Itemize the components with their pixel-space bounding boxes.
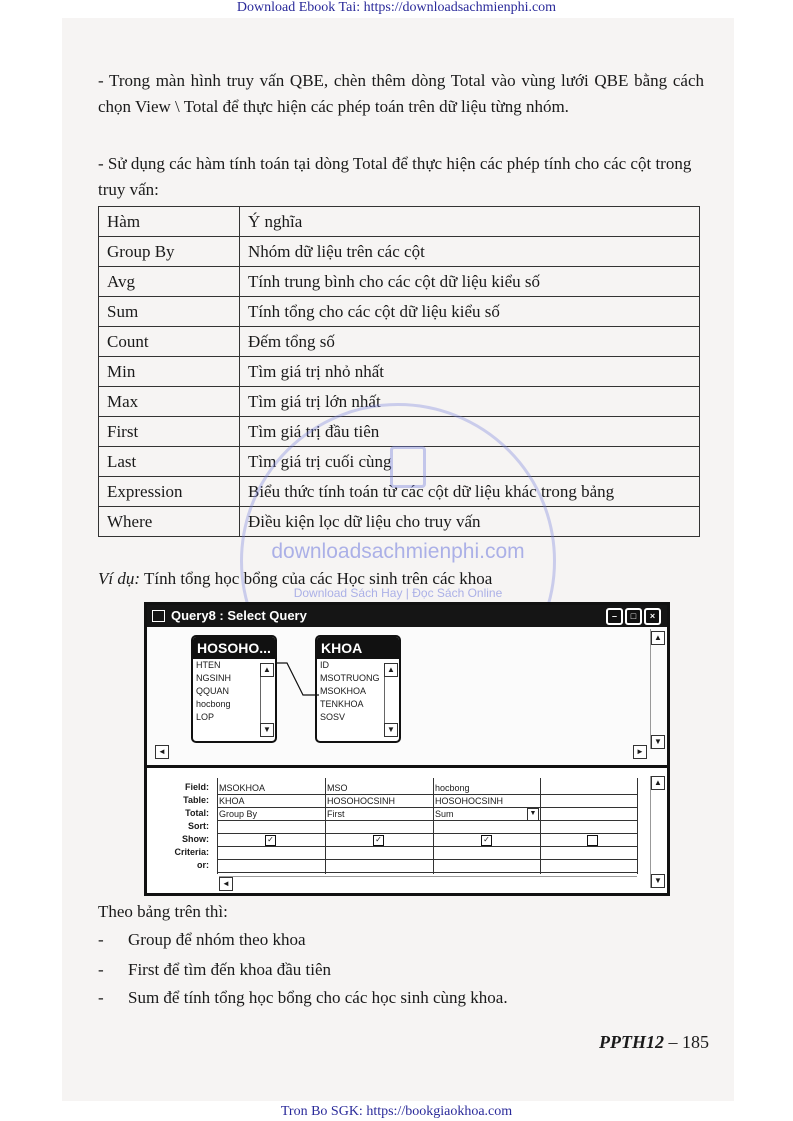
table-header-cell: Hàm [99,207,240,237]
query-title: Query8 : Select Query [171,608,307,623]
intro-paragraph-1: - Trong màn hình truy vấn QBE, chèn thêm dòng Total vào vùng lưới QBE bằng cách chọn View \ Total để thực hiện các phép toán trên dữ liệu từng nhóm. [98,71,704,116]
function-meaning: Tìm giá trị lớn nhất [240,387,700,417]
grid-divider [637,778,638,874]
show-checkbox-checked[interactable]: ✓ [373,835,384,846]
function-name: Count [99,327,240,357]
row-label-total: Total: [185,808,209,818]
table-row [99,237,700,267]
scroll-up-icon[interactable]: ▲ [260,663,274,677]
function-meaning: Tính tổng cho các cột dữ liệu kiểu số [240,297,700,327]
header-link[interactable]: Download Ebook Tai: https://downloadsachmienphi.com [236,0,557,15]
field-cell[interactable]: MSO [325,782,433,795]
show-checkbox-unchecked[interactable] [587,835,598,846]
function-meaning: Điều kiện lọc dữ liệu cho truy vấn [240,507,700,537]
or-row[interactable] [217,860,637,873]
function-name: Last [99,447,240,477]
scroll-up-icon[interactable]: ▲ [651,776,665,790]
function-name: Min [99,357,240,387]
show-row [217,834,637,847]
table-cell[interactable]: HOSOHOCSINH [433,795,540,808]
function-name: Group By [99,237,240,267]
function-name: First [99,417,240,447]
table-header-cell: Ý nghĩa [240,207,700,237]
page-number: 185 [682,1032,709,1052]
total-cell[interactable]: First [325,808,433,821]
page-footer [599,1032,709,1053]
total-cell[interactable]: Sum [433,808,540,821]
table-box-khoa[interactable] [315,635,401,743]
field-cell[interactable] [540,782,637,795]
upper-vertical-scrollbar[interactable] [650,629,665,749]
row-label-sort: Sort: [188,821,209,831]
function-name: Max [99,387,240,417]
table-box-hosohocsinh[interactable] [191,635,277,743]
table-scrollbar[interactable] [384,663,397,737]
sort-row[interactable] [217,821,637,834]
table-field[interactable]: HTEN [196,660,221,670]
table-field[interactable]: NGSINH [196,673,232,683]
function-meaning: Biểu thức tính toán từ các cột dữ liệu khác trong bảng [240,477,700,507]
function-name: Expression [99,477,240,507]
table-field[interactable]: QQUAN [196,686,230,696]
row-label-criteria: Criteria: [174,847,209,857]
book-code: PPTH12 [599,1032,664,1052]
scroll-down-icon[interactable]: ▼ [651,735,665,749]
scroll-left-icon[interactable]: ◄ [219,877,233,891]
scroll-down-icon[interactable]: ▼ [651,874,665,888]
row-label-table: Table: [183,795,209,805]
list-item-text: First để tìm đến khoa đầu tiên [128,960,332,979]
table-field[interactable]: MSOTRUONG [320,673,380,683]
function-name: Avg [99,267,240,297]
field-cell[interactable]: hocbong [433,782,540,795]
scroll-down-icon[interactable]: ▼ [384,723,398,737]
scroll-left-icon[interactable]: ◄ [155,745,169,759]
list-item-text: Sum để tính tổng học bổng cho các học sinh cùng khoa. [128,988,508,1007]
query-title-bar[interactable] [147,605,667,627]
table-scrollbar[interactable] [260,663,273,737]
row-label-show: Show: [182,834,209,844]
example-line [98,569,492,589]
table-row [99,417,700,447]
chevron-down-icon[interactable]: ▼ [527,808,539,821]
table-row [99,327,700,357]
watermark-text: downloadsachmienphi.com [271,540,525,563]
function-name: Sum [99,297,240,327]
row-label-field: Field: [185,782,209,792]
explanation-title: Theo bảng trên thì: [98,902,228,921]
intro-paragraph-2: - Sử dụng các hàm tính toán tại dòng Total để thực hiện các phép tính cho các cột trong truy vấn: [98,154,692,199]
table-cell[interactable]: HOSOHOCSINH [325,795,433,808]
minimize-icon[interactable]: – [606,608,623,625]
list-item: - Group để nhóm theo khoa [98,930,306,949]
close-icon[interactable]: × [644,608,661,625]
function-meaning: Tìm giá trị đầu tiên [240,417,700,447]
list-item-text: Group để nhóm theo khoa [128,930,306,949]
function-meaning: Đếm tổng số [240,327,700,357]
function-name: Where [99,507,240,537]
maximize-icon[interactable]: □ [625,608,642,625]
total-cell[interactable]: Group By [217,808,325,821]
show-checkbox-checked[interactable]: ✓ [481,835,492,846]
table-field[interactable]: ID [320,660,329,670]
table-cell[interactable]: KHOA [217,795,325,808]
watermark-book-icon [390,446,426,488]
table-header-row [99,207,700,237]
table-field[interactable]: TENKHOA [320,699,364,709]
grid-horizontal-scrollbar[interactable] [219,876,637,889]
table-row [99,507,700,537]
function-meaning: Nhóm dữ liệu trên các cột [240,237,700,267]
table-row [99,357,700,387]
table-design-area [147,627,667,765]
function-meaning: Tìm giá trị cuối cùng [240,447,700,477]
list-item: - First để tìm đến khoa đầu tiên [98,960,332,979]
footer-separator: – [664,1032,682,1052]
scroll-right-icon[interactable]: ► [633,745,647,759]
qbe-grid [147,768,667,890]
table-box-title: HOSOHO... [193,637,275,659]
table-row [99,297,700,327]
criteria-row[interactable] [217,847,637,860]
total-cell[interactable] [540,808,637,821]
function-meaning: Tính trung bình cho các cột dữ liệu kiểu số [240,267,700,297]
field-cell[interactable]: MSOKHOA [217,782,325,795]
table-row [99,387,700,417]
relationship-line[interactable] [273,657,323,717]
footer-link[interactable]: Tron Bo SGK: https://bookgiaokhoa.com [280,1104,513,1119]
table-cell[interactable] [540,795,637,808]
function-meaning: Tìm giá trị nhỏ nhất [240,357,700,387]
query-window [144,602,670,896]
example-text: Tính tổng học bổng của các Học sinh trên các khoa [140,569,493,588]
show-checkbox-checked[interactable]: ✓ [265,835,276,846]
table-field[interactable]: MSOKHOA [320,686,367,696]
table-field[interactable]: LOP [196,712,215,722]
table-field[interactable]: SOSV [320,712,346,722]
scroll-up-icon[interactable]: ▲ [384,663,398,677]
table-box-title: KHOA [317,637,399,659]
scroll-down-icon[interactable]: ▼ [260,723,274,737]
list-item: - Sum để tính tổng học bổng cho các học sinh cùng khoa. [98,988,508,1007]
table-row [99,267,700,297]
example-label: Ví dụ: [98,569,141,588]
row-label-or: or: [197,860,209,870]
scroll-up-icon[interactable]: ▲ [651,631,665,645]
watermark-subtext: Download Sách Hay | Đọc Sách Online [293,586,503,600]
table-field[interactable]: hocbong [196,699,231,709]
grid-vertical-scrollbar[interactable] [650,776,665,888]
query-icon [152,610,165,622]
